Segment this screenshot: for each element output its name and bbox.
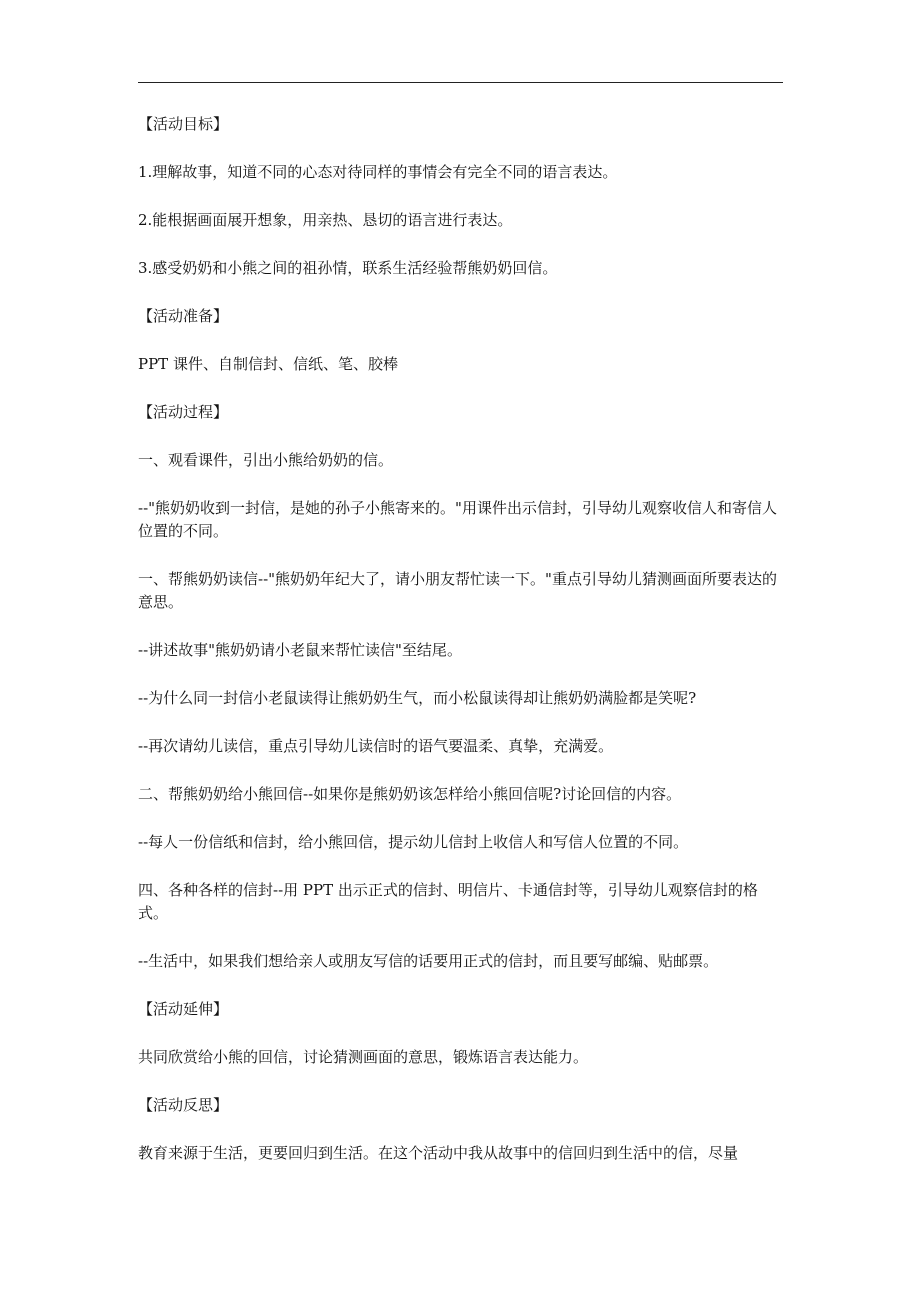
process-item: --"熊奶奶收到一封信，是她的孙子小熊寄来的。"用课件出示信封，引导幼儿观察收信人和寄信人位置的不同。 — [138, 499, 777, 540]
process-item: --每人一份信纸和信封，给小熊回信，提示幼儿信封上收信人和写信人位置的不同。 — [138, 833, 689, 851]
heading-activity-goals: 【活动目标】 — [138, 115, 229, 133]
heading-activity-extension: 【活动延伸】 — [138, 1000, 229, 1018]
process-step-4: 四、各种各样的信封--用 PPT 出示正式的信封、明信片、卡通信封等，引导幼儿观察信封的格式。 — [138, 881, 758, 922]
process-item: --讲述故事"熊奶奶请小老鼠来帮忙读信"至结尾。 — [138, 641, 462, 659]
header-rule — [138, 82, 783, 83]
document-body — [138, 110, 786, 1165]
process-item: --生活中，如果我们想给亲人或朋友写信的话要用正式的信封，而且要写邮编、贴邮票。 — [138, 952, 719, 970]
heading-activity-prep: 【活动准备】 — [138, 307, 229, 325]
heading-activity-process: 【活动过程】 — [138, 403, 229, 421]
reflection-text: 教育来源于生活，更要回归到生活。在这个活动中我从故事中的信回归到生活中的信，尽量 — [138, 1144, 739, 1162]
process-step-read-letter: 一、帮熊奶奶读信--"熊奶奶年纪大了，请小朋友帮忙读一下。"重点引导幼儿猜测画面所要表达的意思。 — [138, 570, 777, 611]
prep-materials: PPT 课件、自制信封、信纸、笔、胶棒 — [138, 355, 398, 373]
goal-1: 1.理解故事，知道不同的心态对待同样的事情会有完全不同的语言表达。 — [138, 163, 618, 181]
process-item: --再次请幼儿读信，重点引导幼儿读信时的语气要温柔、真挚，充满爱。 — [138, 737, 614, 755]
process-step-2: 二、帮熊奶奶给小熊回信--如果你是熊奶奶该怎样给小熊回信呢?讨论回信的内容。 — [138, 785, 682, 803]
process-step-1: 一、观看课件，引出小熊给奶奶的信。 — [138, 451, 394, 469]
heading-activity-reflection: 【活动反思】 — [138, 1096, 229, 1114]
goal-2: 2.能根据画面展开想象，用亲热、恳切的语言进行表达。 — [138, 211, 513, 229]
process-item: --为什么同一封信小老鼠读得让熊奶奶生气，而小松鼠读得却让熊奶奶满脸都是笑呢? — [138, 689, 697, 707]
goal-3: 3.感受奶奶和小熊之间的祖孙情，联系生活经验帮熊奶奶回信。 — [138, 259, 558, 277]
extension-text: 共同欣赏给小熊的回信，讨论猜测画面的意思，锻炼语言表达能力。 — [138, 1048, 589, 1066]
